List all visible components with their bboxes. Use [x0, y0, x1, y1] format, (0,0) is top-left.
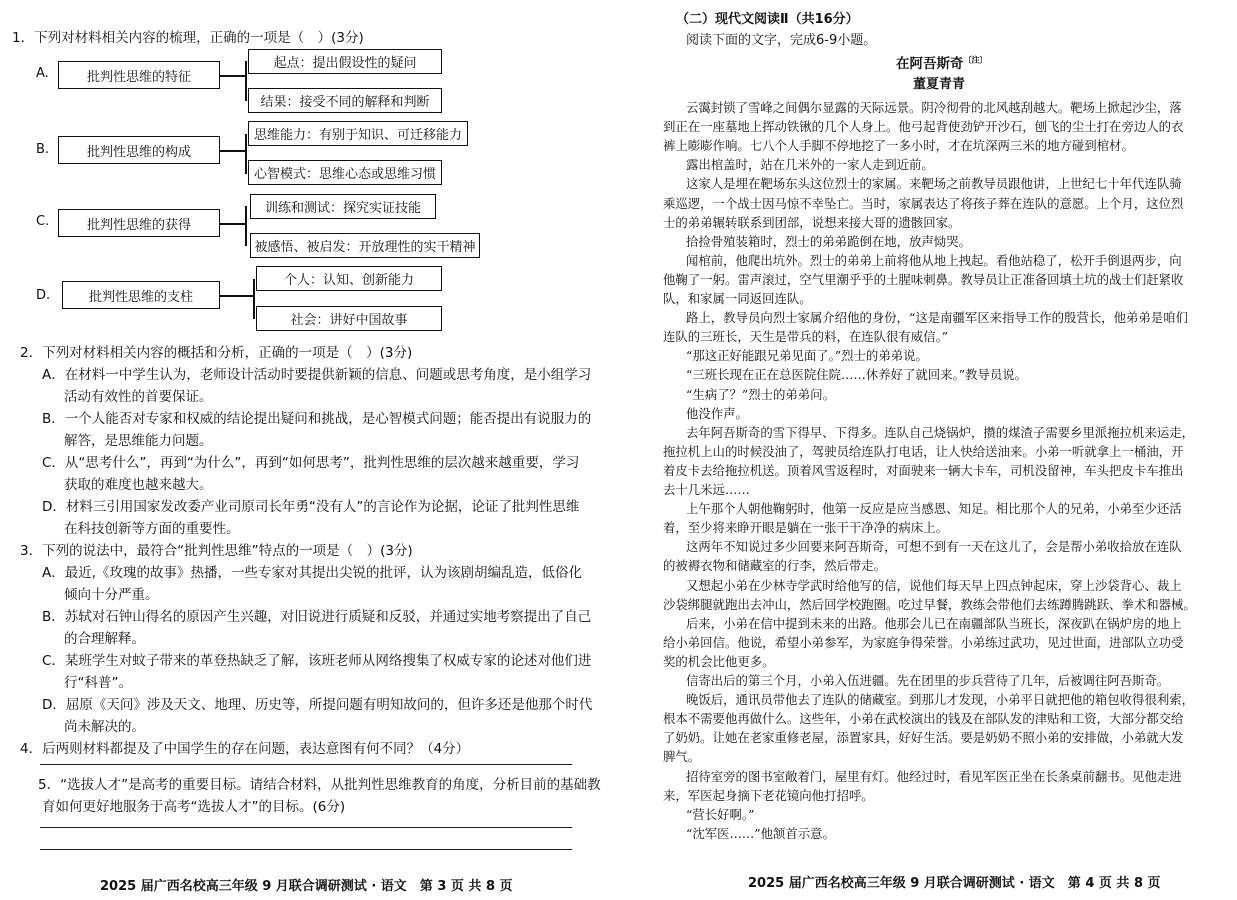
article-line: 乘巡逻，一个战士因马惊不幸坠亡。当时，家属表达了将孩子葬在连队的意愿。上个月，这位烈 [663, 195, 1184, 211]
article-line: “那这正好能跟兄弟见面了。”烈士的弟弟说。 [686, 348, 928, 364]
question-1-stem: 1．下列对材料相关内容的梳理，正确的一项是（ ）(3分) [12, 30, 364, 46]
article-line: 拖拉机上山的时候没油了，驾驶员给连队打电话，让人快给送油来。小弟一听就拿上一桶油，开 [663, 443, 1184, 459]
answer-line [40, 764, 572, 765]
article-line: 云霭封锁了雪峰之间偶尔显露的天际远景。阴冷彻骨的北风越刮越大。靶场上掀起沙尘，落 [686, 100, 1182, 115]
article-line: 给小弟回信。他说，希望小弟参军，为家庭争得荣誉。小弟练过武功，见过世面，进部队立功受 [663, 634, 1184, 650]
article-line: 路上，教导员向烈士家属介绍他的身份，“这是南疆军区来指导工作的殷营长，他弟弟是咱们 [686, 310, 1188, 326]
article-author: 董夏青青 [913, 77, 966, 92]
question-3-line: D．屈原《天问》涉及天文、地理、历史等，所提问题有明知故问的，但许多还是他那个时代 [42, 697, 593, 713]
q1-option-c-item-2: 被感悟、被启发：开放理性的实干精神 [250, 233, 480, 258]
article-line: 连队的三班长，天生是带兵的料，在连队很有威信。” [663, 329, 949, 345]
article-line: “营长好啊。” [686, 806, 755, 822]
article-line: 着，至少将来睁开眼是躺在一张干干净净的病床上。 [663, 520, 948, 536]
article-line: 去年阿吾斯奇的雪下得早、下得多。连队自己烧锅炉，攒的煤渣子需要乡里派拖拉机来运走， [686, 424, 1195, 440]
q1-option-c-letter: C. [36, 214, 50, 229]
question-2-line: 活动有效性的首要保证。 [64, 389, 213, 405]
question-3-line: 行“科普”。 [64, 675, 132, 691]
connector [245, 61, 247, 101]
article-line: 奖的机会比他更多。 [663, 653, 775, 669]
article-line: “沈军医……”他颔首示意。 [686, 825, 835, 841]
q1-option-d-category: 批判性思维的支柱 [62, 281, 220, 309]
article-line: 脾气。 [663, 749, 701, 765]
connector [220, 295, 254, 297]
q1-option-d-letter: D. [36, 288, 51, 303]
left-page-footer: 2025 届广西名校高三年级 9 月联合调研测试 · 语文 第 3 页 共 8 页 [100, 879, 513, 894]
article-line: 后来，小弟在信中提到未来的出路。他那会儿已在南疆部队当班长，深夜趴在锅炉房的地上 [686, 615, 1182, 631]
article-line: 着皮卡去给拖拉机送。顶着风雪返程时，对面驶来一辆大卡车，司机没留神，车头把皮卡车推出 [663, 462, 1184, 478]
connector [253, 279, 255, 319]
article-title [896, 52, 988, 72]
question-3-line: B．苏轼对石钟山得名的原因产生兴趣，对旧说进行质疑和反驳，并通过实地考察提出了自己 [42, 609, 592, 625]
question-4-stem: 4．后两则材料都提及了中国学生的存在问题，表达意图有何不同？（4分） [20, 741, 470, 757]
article-line: 闻棺前，他爬出坑外。烈士的弟弟上前将他从地上拽起。看他站稳了，松开手倒退两步，向 [686, 252, 1182, 268]
q1-option-a-item-1: 起点：提出假设性的疑问 [248, 49, 442, 74]
question-2-line: D．材料三引用国家发改委产业司原司长年勇“没有人”的言论作为论据，论证了批判性思维 [42, 499, 580, 515]
q1-option-d-item-2: 社会：讲好中国故事 [256, 306, 442, 331]
article-line: 拾捡骨殖装箱时，烈士的弟弟跪倒在地，放声恸哭。 [686, 233, 971, 249]
question-2-line: A．在材料一中学生认为，老师设计活动时要提供新颖的信息、问题或思考角度，是小组学习 [42, 367, 592, 383]
question-3-line: A．最近,《玫瑰的故事》热播，一些专家对其提出尖锐的批评，认为该剧胡编乱造，低俗化 [42, 565, 583, 581]
section-heading: （二）现代文阅读Ⅱ（共16分） [676, 12, 859, 27]
question-3-line: 尚未解决的。 [64, 719, 145, 735]
answer-line [40, 849, 572, 850]
article-line: 队，和家属一同返回连队。 [663, 291, 812, 306]
article-line: 这两年不知说过多少回要来阿吾斯奇，可想不到有一天在这儿了，会是帮小弟收拾放在连队 [686, 539, 1182, 555]
article-line: 士的弟弟辗转联系到团部，说想来接大哥的遗骸回家。 [663, 214, 961, 230]
article-line: 去十几米远…… [663, 482, 750, 497]
article-line: “生病了？”烈士的弟弟问。 [686, 386, 835, 402]
q1-option-b-item-1: 思维能力：有别于知识、可迁移能力 [248, 121, 468, 146]
article-line: 到正在一座墓地上挥动铁锹的几个人身上。他弓起背使劲铲开沙石，刨飞的尘土打在旁边人的衣 [663, 119, 1184, 135]
connector [245, 206, 247, 246]
article-line: 了奶奶。让她在老家重修老屋，添置家具，好好生活。要是奶奶不照小弟的安排做，小弟就大发 [663, 730, 1184, 746]
article-line: 来，军医起身摘下老花镜向他打招呼。 [663, 787, 874, 803]
q1-option-a-letter: A. [36, 66, 49, 81]
connector [220, 150, 246, 152]
reading-instruction: 阅读下面的文字，完成6-9小题。 [686, 33, 877, 48]
article-line: 沙袋绑腿就跑出去冲山，然后回学校跑圈。吃过早餐，教练会带他们去练蹲腾跳跃、拳术和器械。 [663, 596, 1196, 612]
article-title-text: 在阿吾斯奇 [896, 56, 964, 72]
question-5-line: 5．“选拔人才”是高考的重要目标。请结合材料，从批判性思维教育的角度，分析目前的基础教 [38, 777, 601, 793]
q1-option-a-item-2: 结果：接受不同的解释和判断 [248, 88, 442, 113]
article-line: “三班长现在正在总医院住院……休养好了就回来。”教导员说。 [686, 367, 1028, 383]
article-line: 晚饭后，通讯员带他去了连队的储藏室。到那儿才发现，小弟平日就把他的箱包收得很利索， [686, 692, 1195, 708]
article-line: 招待室旁的图书室敞着门，屋里有灯。他经过时，看见军医正坐在长条桌前翻书。见他走进 [686, 768, 1182, 784]
connector [245, 134, 247, 174]
article-line: 上午那个人朝他鞠躬时，他第一反应是应当感恩、知足。相比那个人的兄弟，小弟至少还活 [686, 501, 1182, 517]
article-line: 这家人是埋在靶场东头这位烈士的家属。来靶场之前教导员跟他讲，上世纪七十年代连队骑 [686, 176, 1182, 192]
q1-option-b-category: 批判性思维的构成 [58, 136, 220, 164]
q1-option-b-letter: B. [36, 142, 50, 157]
question-2-line: 解答，是思维能力问题。 [64, 433, 213, 449]
article-line: 他鞠了一躬。雷声滚过，空气里潮乎乎的土腥味刺鼻。教导员让正准备回填土坑的战士们赶紧收 [663, 271, 1184, 287]
question-2-stem: 2．下列对材料相关内容的概括和分析，正确的一项是（ ）(3分) [20, 345, 413, 361]
question-2-line: C．从“思考什么”，再到“为什么”，再到“如何思考”，批判性思维的层次越来越重要，学习 [42, 455, 580, 471]
article-line: 露出棺盖时，站在几米外的一家人走到近前。 [686, 157, 934, 173]
q1-option-b-item-2: 心智模式：思维心态或思维习惯 [248, 160, 442, 185]
connector [220, 75, 246, 77]
question-3-line: 倾向十分严重。 [64, 587, 159, 603]
article-line: 又想起小弟在少林寺学武时给他写的信，说他们每天早上四点钟起床，穿上沙袋背心、裁上 [686, 577, 1182, 593]
q1-option-a-category: 批判性思维的特征 [58, 61, 220, 89]
q1-option-c-item-1: 训练和测试：探究实证技能 [250, 194, 436, 219]
article-line: 的被褥衣物和储藏室的行李，然后带走。 [663, 558, 887, 574]
question-2-line: B．一个人能否对专家和权威的结论提出疑问和挑战，是心智模式问题；能否提出有说服力的 [42, 411, 592, 427]
article-line: 裤上嘭嘭作响。七八个人手脚不停地挖了一多小时，才在坑深两三米的地方碰到棺材。 [663, 138, 1134, 154]
question-3-line: C．某班学生对蚊子带来的革登热缺乏了解，该班老师从网络搜集了权威专家的论述对他们进 [42, 653, 592, 669]
article-line: 信寄出后的第三个月，小弟入伍进疆。先在团里的步兵营待了几年，后被调往阿吾斯奇。 [686, 673, 1170, 688]
q1-option-d-item-1: 个人：认知、创新能力 [256, 266, 442, 291]
article-line: 他没作声。 [686, 405, 748, 421]
title-footnote-mark: 〔注〕 [963, 55, 988, 65]
question-3-line: 的合理解释。 [64, 631, 145, 647]
question-5-line: 育如何更好地服务于高考“选拔人才”的目标。(6分) [42, 799, 346, 815]
q1-option-c-category: 批判性思维的获得 [58, 209, 220, 237]
answer-line [40, 827, 572, 828]
question-3-stem: 3．下列的说法中，最符合“批判性思维”特点的一项是（ ）(3分) [20, 543, 413, 559]
right-page-footer: 2025 届广西名校高三年级 9 月联合调研测试 · 语文 第 4 页 共 8 页 [748, 876, 1161, 891]
question-2-line: 获取的难度也越来越大。 [64, 477, 213, 493]
connector [220, 223, 246, 225]
question-2-line: 在科技创新等方面的重要性。 [64, 521, 240, 537]
article-line: 根本不需要他再做什么。这些年，小弟在武校演出的钱及在部队发的津贴和工资，大部分都交给 [663, 711, 1184, 727]
